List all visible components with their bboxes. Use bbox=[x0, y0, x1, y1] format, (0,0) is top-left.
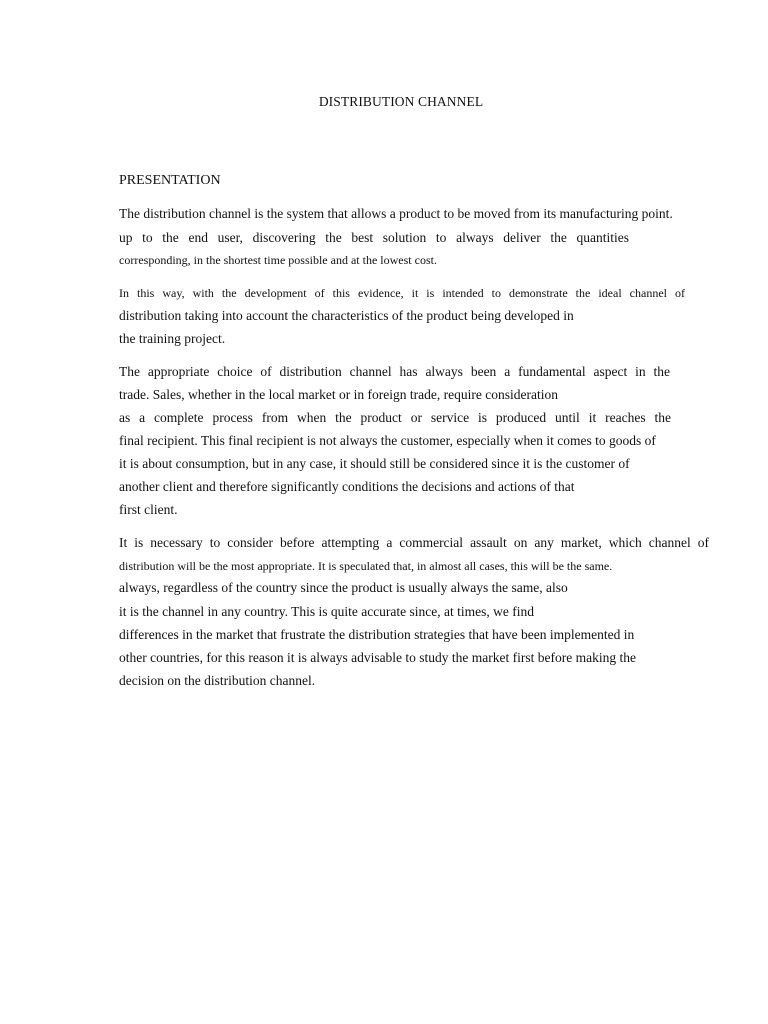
paragraph-4-line-1: It is necessary to consider before attempting a commercial assault on any market, which channel of bbox=[119, 535, 709, 550]
paragraph-1-line-2: up to the end user, discovering the best solution to always deliver the quantities bbox=[119, 230, 629, 245]
paragraph-2-line-2: distribution taking into account the characteristics of the product being developed in bbox=[119, 308, 574, 323]
paragraph-2-line-3: the training project. bbox=[119, 331, 226, 346]
paragraph-4-line-5: differences in the market that frustrate the distribution strategies that have been implemented in bbox=[119, 627, 635, 642]
paragraph-3-line-3: as a complete process from when the product or service is produced until it reaches the bbox=[119, 410, 671, 425]
paragraph-3-line-1: The appropriate choice of distribution channel has always been a fundamental aspect in the bbox=[119, 364, 670, 379]
paragraph-1-line-1: The distribution channel is the system that allows a product to be moved from its manufacturing point. bbox=[119, 206, 673, 221]
paragraph-4-line-4: it is the channel in any country. This is quite accurate since, at times, we find bbox=[119, 604, 535, 619]
paragraph-1-line-3: corresponding, in the shortest time possible and at the lowest cost. bbox=[119, 253, 437, 267]
paragraph-4-line-3: always, regardless of the country since the product is usually always the same, also bbox=[119, 580, 568, 595]
paragraph-4-line-6: other countries, for this reason it is always advisable to study the market first before making the bbox=[119, 650, 636, 665]
paragraph-4-line-2: distribution will be the most appropriate. It is speculated that, in almost all cases, this will be the same. bbox=[119, 559, 613, 573]
paragraph-3-line-5: it is about consumption, but in any case, it should still be considered since it is the customer of bbox=[119, 456, 630, 471]
document-title: DISTRIBUTION CHANNEL bbox=[318, 94, 484, 109]
paragraph-4-line-7: decision on the distribution channel. bbox=[119, 673, 316, 688]
paragraph-3-line-6: another client and therefore significantly conditions the decisions and actions of that bbox=[119, 479, 575, 494]
paragraph-3-line-7: first client. bbox=[119, 502, 178, 517]
paragraph-3-line-2: trade. Sales, whether in the local market or in foreign trade, require consideration bbox=[119, 387, 558, 402]
paragraph-2-line-1: In this way, with the development of this evidence, it is intended to demonstrate the ideal channel of bbox=[119, 286, 685, 300]
section-heading: PRESENTATION bbox=[119, 173, 221, 188]
paragraph-3-line-4: final recipient. This final recipient is not always the customer, especially when it comes to goods of bbox=[119, 433, 656, 448]
